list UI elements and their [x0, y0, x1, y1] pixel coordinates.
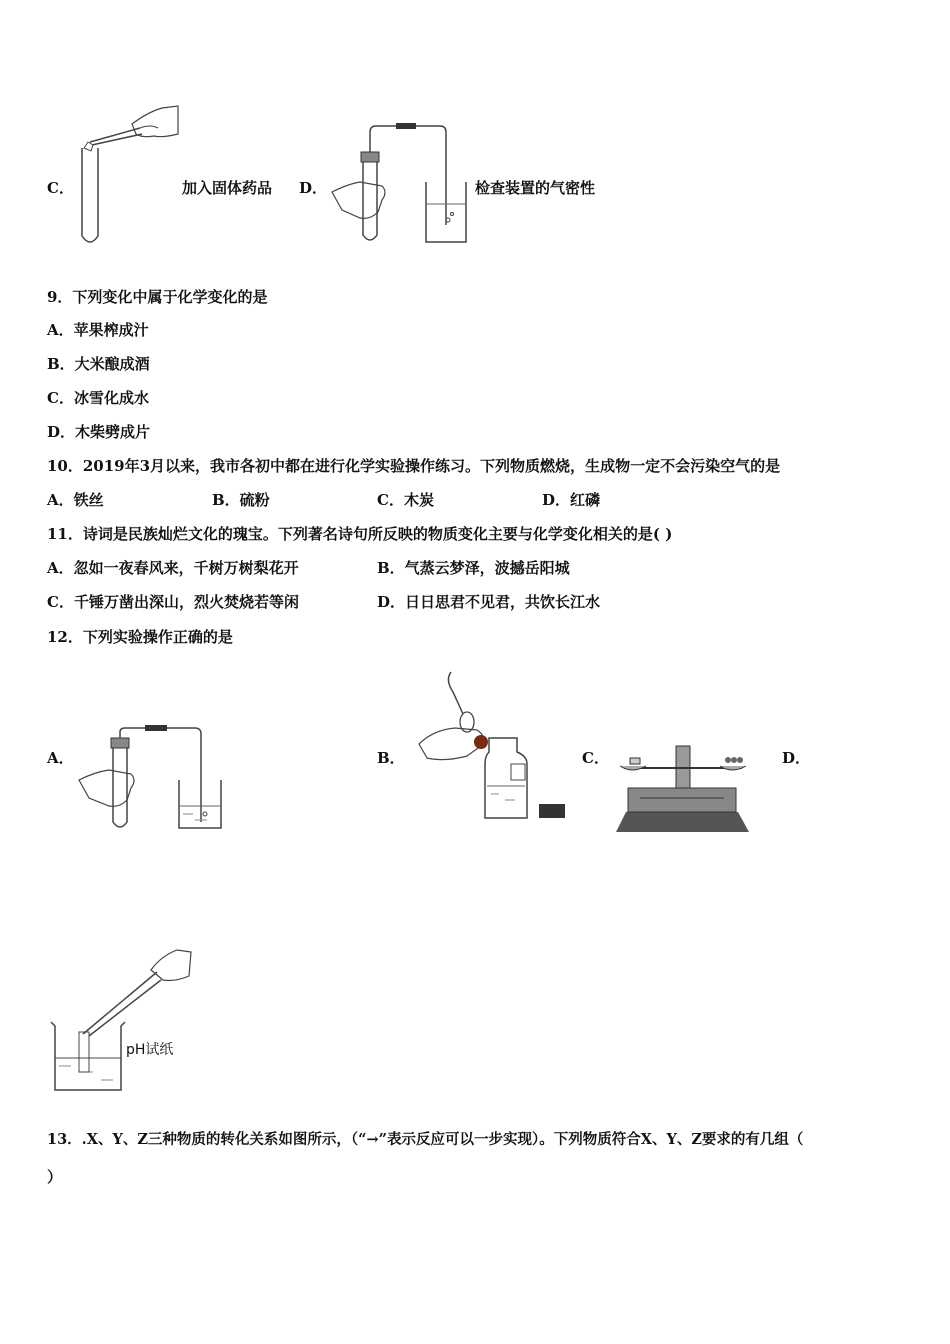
- q12-option-a-letter: A．: [47, 749, 74, 767]
- q10-option-d: D．红磷: [542, 491, 601, 509]
- q10-stem: 10．2019年3月以来，我市各初中都在进行化学实验操作练习。下列物质燃烧，生成物一定不会污染空气的是: [47, 457, 781, 475]
- q11-option-c: C．千锤万凿出深山，烈火焚烧若等闲: [47, 593, 299, 611]
- q12-c-balance-figure: [610, 740, 755, 836]
- option-c-letter: C．: [47, 179, 74, 197]
- q12-stem: 12．下列实验操作正确的是: [47, 628, 233, 646]
- q13-stem-cont: ）: [47, 1168, 63, 1186]
- option-c-caption: 加入固体药品: [182, 179, 273, 197]
- q10-option-b: B．硫粉: [212, 491, 270, 509]
- q9-option-c: C．冰雪化成水: [47, 389, 149, 407]
- q12-option-b-letter: B．: [377, 749, 405, 767]
- q12-d-ph-figure: [45, 940, 195, 1094]
- ph-paper-label: pH试纸: [126, 1042, 174, 1058]
- add-solid-figure: [70, 98, 180, 248]
- q12-option-d-letter: D．: [782, 749, 811, 767]
- q10-option-a: A．铁丝: [47, 491, 104, 509]
- q11-option-b: B．气蒸云梦泽，波撼岳阳城: [377, 559, 570, 577]
- q11-option-d: D．日日思君不见君，共饮长江水: [377, 593, 601, 611]
- q9-stem: 9．下列变化中属于化学变化的是: [47, 288, 268, 306]
- option-d-caption: 检查装置的气密性: [475, 179, 596, 197]
- airtightness-figure: [330, 120, 470, 250]
- q11-option-a: A．忽如一夜春风来，千树万树梨花开: [47, 559, 299, 577]
- q11-stem: 11．诗词是民族灿烂文化的瑰宝。下列著名诗句所反映的物质变化主要与化学变化相关的是( ): [47, 525, 673, 543]
- q10-option-c: C．木炭: [377, 491, 434, 509]
- q12-b-dropper-figure: [415, 668, 575, 824]
- q9-option-a: A．苹果榨成汁: [47, 321, 149, 339]
- option-d-letter: D．: [299, 179, 328, 197]
- q12-a-airtightness-figure: [75, 722, 225, 834]
- q9-option-d: D．木柴劈成片: [47, 423, 151, 441]
- q12-option-c-letter: C．: [582, 749, 609, 767]
- q13-stem: 13．.X、Y、Z三种物质的转化关系如图所示，（“→”表示反应可以一步实现）。下列物质符合X、Y、Z要求的有几组（: [47, 1131, 804, 1148]
- q9-option-b: B．大米酿成酒: [47, 355, 150, 373]
